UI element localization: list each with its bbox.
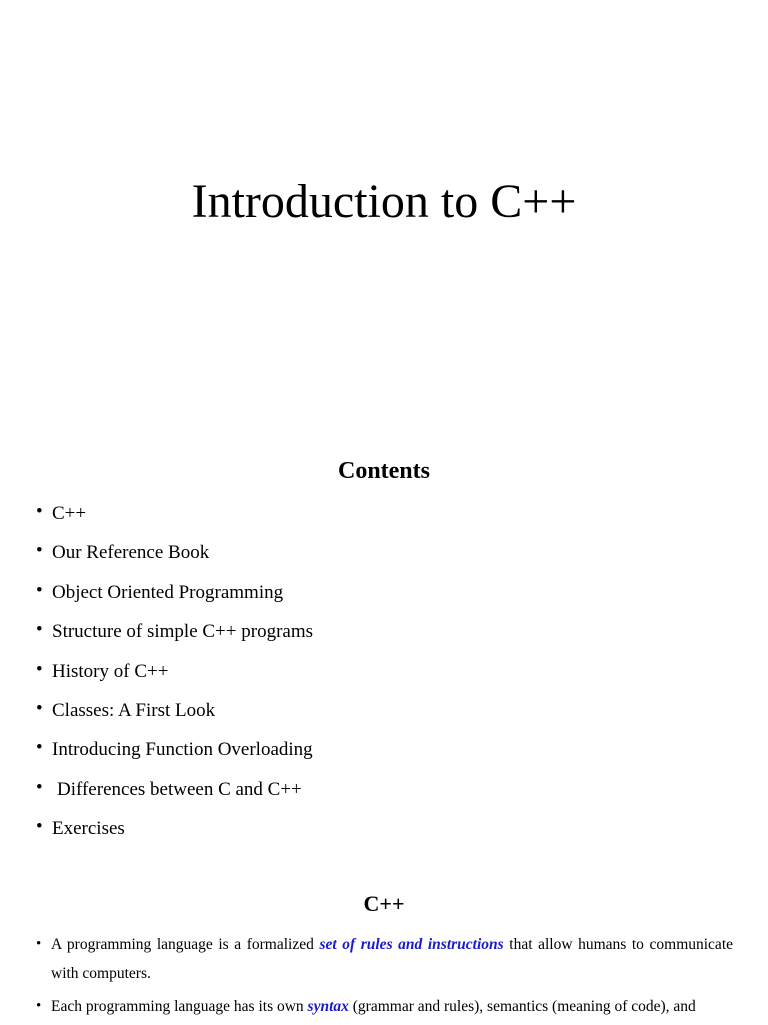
paragraph-text: Each programming language has its own xyxy=(51,998,308,1015)
list-item: • Structure of simple C++ programs xyxy=(36,617,313,647)
bullet-icon: • xyxy=(36,936,42,952)
bullet-icon: • xyxy=(36,658,43,680)
highlight-term: set of rules and instructions xyxy=(319,936,504,953)
list-item: • C++ xyxy=(36,499,313,529)
bullet-icon: • xyxy=(36,619,43,641)
list-item: • Our Reference Book xyxy=(36,538,313,568)
paragraph xyxy=(36,930,733,988)
paragraph xyxy=(36,992,733,1021)
list-item: • Classes: A First Look xyxy=(36,696,313,726)
list-item: • Object Oriented Programming xyxy=(36,578,313,608)
list-item: • Differences between C and C++ xyxy=(36,775,313,805)
bullet-icon: • xyxy=(36,540,43,562)
bullet-icon: • xyxy=(36,501,43,522)
bullet-icon: • xyxy=(36,998,42,1014)
list-item: • Introducing Function Overloading xyxy=(36,735,313,765)
bullet-icon: • xyxy=(36,579,43,601)
bullet-icon: • xyxy=(36,816,43,838)
page-title: Introduction to C++ xyxy=(191,175,577,228)
section-heading: C++ xyxy=(363,891,405,916)
paragraph-text: (grammar and rules), semantics (meaning of code), and xyxy=(348,998,696,1015)
list-item: • History of C++ xyxy=(36,657,313,687)
contents-list xyxy=(36,499,313,854)
bullet-icon: • xyxy=(36,697,43,719)
bullet-icon: • xyxy=(36,737,43,759)
list-item: • Exercises xyxy=(36,814,313,844)
highlight-term: syntax xyxy=(307,998,349,1015)
paragraph-text: A programming language is a formalized xyxy=(51,936,320,953)
paragraph-text: that allow humans to communicate with computers. xyxy=(51,936,733,982)
contents-heading: Contents xyxy=(337,458,430,484)
bullet-icon: • xyxy=(36,776,43,798)
section-paragraphs xyxy=(36,930,733,1025)
